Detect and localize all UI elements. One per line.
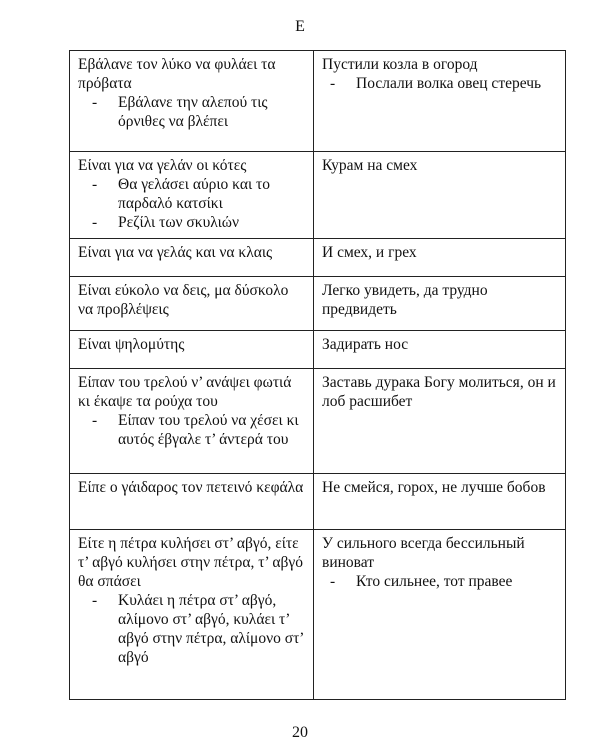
greek-proverb: Είναι για να γελάς και να κλαις [78, 244, 273, 261]
greek-variant: - Ρεζίλι των σκυλιών [78, 213, 307, 232]
greek-proverb: Είπαν του τρελού ν’ ανάψει φωτιά κι έκαψε τα ρούχα του [78, 374, 292, 410]
russian-variants-list [322, 572, 559, 591]
table-row [70, 51, 566, 152]
russian-variant: - Кто сильнее, тот правее [322, 572, 559, 591]
greek-variants-list [78, 411, 307, 449]
table-row [70, 530, 566, 700]
russian-proverb-cell [314, 239, 566, 277]
table-row [70, 331, 566, 369]
greek-variants-list [78, 591, 307, 667]
greek-proverb-cell [70, 369, 314, 474]
greek-proverb: Εβάλανε τον λύκο να φυλάει τα πρόβατα [78, 56, 276, 92]
russian-proverb-cell [314, 277, 566, 331]
russian-proverb-cell [314, 51, 566, 152]
russian-proverb: Заставь дурака Богу молиться, он и лоб расшибет [322, 374, 556, 410]
russian-proverb: У сильного всегда бессильный виноват [322, 535, 525, 571]
greek-proverb-cell [70, 474, 314, 530]
russian-proverb-cell [314, 530, 566, 700]
russian-proverb-cell [314, 474, 566, 530]
greek-variants-list [78, 175, 307, 232]
greek-proverb-cell [70, 277, 314, 331]
greek-variant: - Εβάλανε την αλεπού τις όρνιθες να βλέπει [78, 93, 307, 131]
greek-proverb-cell [70, 331, 314, 369]
proverbs-table [69, 50, 566, 700]
greek-variant: - Θα γελάσει αύριο και το παρδαλό κατσίκι [78, 175, 307, 213]
greek-proverb: Είτε η πέτρα κυλήσει στ’ αβγό, είτε τ’ αβγό κυλήσει στην πέτρα, τ’ αβγό θα σπάσει [78, 535, 303, 590]
greek-proverb: Είναι για να γελάν οι κότες [78, 157, 247, 174]
russian-proverb: Пустили козла в огород [322, 56, 478, 73]
table-row [70, 277, 566, 331]
greek-variant: - Είπαν του τρελού να χέσει κι αυτός έβγαλε τ’ άντερά του [78, 411, 307, 449]
russian-proverb: И смех, и грех [322, 244, 417, 261]
russian-variant: - Послали волка овец стеречь [322, 74, 559, 93]
greek-variant: - Κυλάει η πέτρα στ’ αβγό, αλίμονο στ’ αβγό, κυλάει τ’ αβγό στην πέτρα, αλίμονο στ’ αβγό [78, 591, 307, 667]
greek-proverb-cell [70, 530, 314, 700]
greek-proverb: Είπε ο γάιδαρος τον πετεινό κεφάλα [78, 479, 304, 496]
greek-proverb: Είναι εύκολο να δεις, μα δύσκολο να προβλέψεις [78, 282, 289, 318]
russian-proverb-cell [314, 369, 566, 474]
greek-proverb: Είναι ψηλομύτης [78, 336, 185, 353]
table-row [70, 239, 566, 277]
russian-proverb-cell [314, 331, 566, 369]
proverbs-table-body [70, 51, 566, 700]
russian-variants-list [322, 74, 559, 93]
greek-proverb-cell [70, 239, 314, 277]
russian-proverb-cell [314, 152, 566, 239]
greek-variants-list [78, 93, 307, 131]
table-row [70, 152, 566, 239]
russian-proverb: Задирать нос [322, 336, 409, 353]
section-letter-heading: Ε [295, 18, 305, 35]
greek-proverb-cell [70, 152, 314, 239]
table-row [70, 369, 566, 474]
greek-proverb-cell [70, 51, 314, 152]
table-row [70, 474, 566, 530]
page-number: 20 [292, 724, 308, 741]
russian-proverb: Легко увидеть, да трудно предвидеть [322, 282, 488, 318]
russian-proverb: Не смейся, горох, не лучше бобов [322, 479, 546, 496]
russian-proverb: Курам на смех [322, 157, 418, 174]
